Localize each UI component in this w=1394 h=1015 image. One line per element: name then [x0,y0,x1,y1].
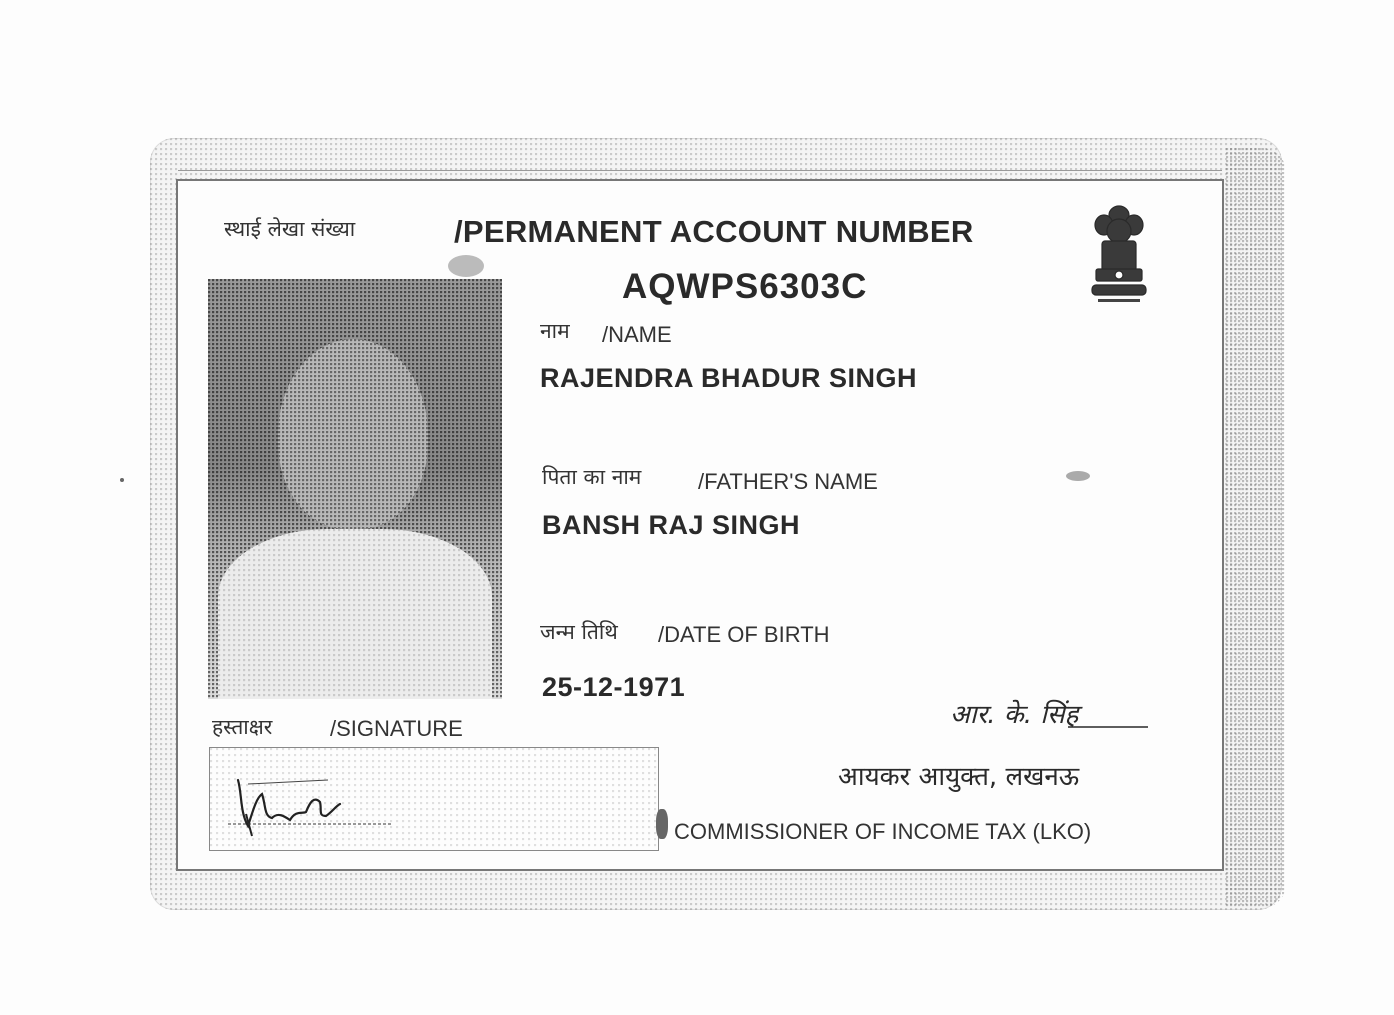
father-label: /FATHER'S NAME [698,469,878,494]
card-top-rule [178,170,1222,172]
signature-label-hindi: हस्ताक्षर [212,715,273,739]
name-value: RAJENDRA BHADUR SINGH [540,363,918,393]
holder-photo [208,279,502,699]
father-label-hindi: पिता का नाम [542,465,642,489]
scan-speck [656,809,668,839]
issuer-title: COMMISSIONER OF INCOME TAX (LKO) [674,819,1092,844]
issuer-title-hindi: आयकर आयुक्त, लखनऊ [838,762,1080,792]
photo-shirt [218,529,492,699]
card-title: /PERMANENT ACCOUNT NUMBER [454,214,974,249]
pan-number: AQWPS6303C [622,267,868,306]
dob-label: /DATE OF BIRTH [658,622,830,647]
state-emblem-icon [1084,201,1154,311]
scan-speck [448,255,484,277]
scan-speck [1066,471,1090,481]
pan-card [176,179,1224,871]
photo-face [278,339,428,529]
scan-speck [120,478,124,482]
dob-label-hindi: जन्म तिथि [540,620,618,644]
dob-value: 25-12-1971 [542,672,686,702]
issuer-signature-text: आर. के. सिंह [950,700,1079,730]
father-name-value: BANSH RAJ SINGH [542,510,801,540]
name-label: /NAME [602,322,672,347]
issuer-signature [948,689,1158,739]
holder-signature-box [209,747,659,851]
holder-signature [218,754,418,842]
name-label-hindi: नाम [540,319,570,343]
signature-label: /SIGNATURE [330,716,463,741]
header-hindi: स्थाई लेखा संख्या [224,217,356,241]
